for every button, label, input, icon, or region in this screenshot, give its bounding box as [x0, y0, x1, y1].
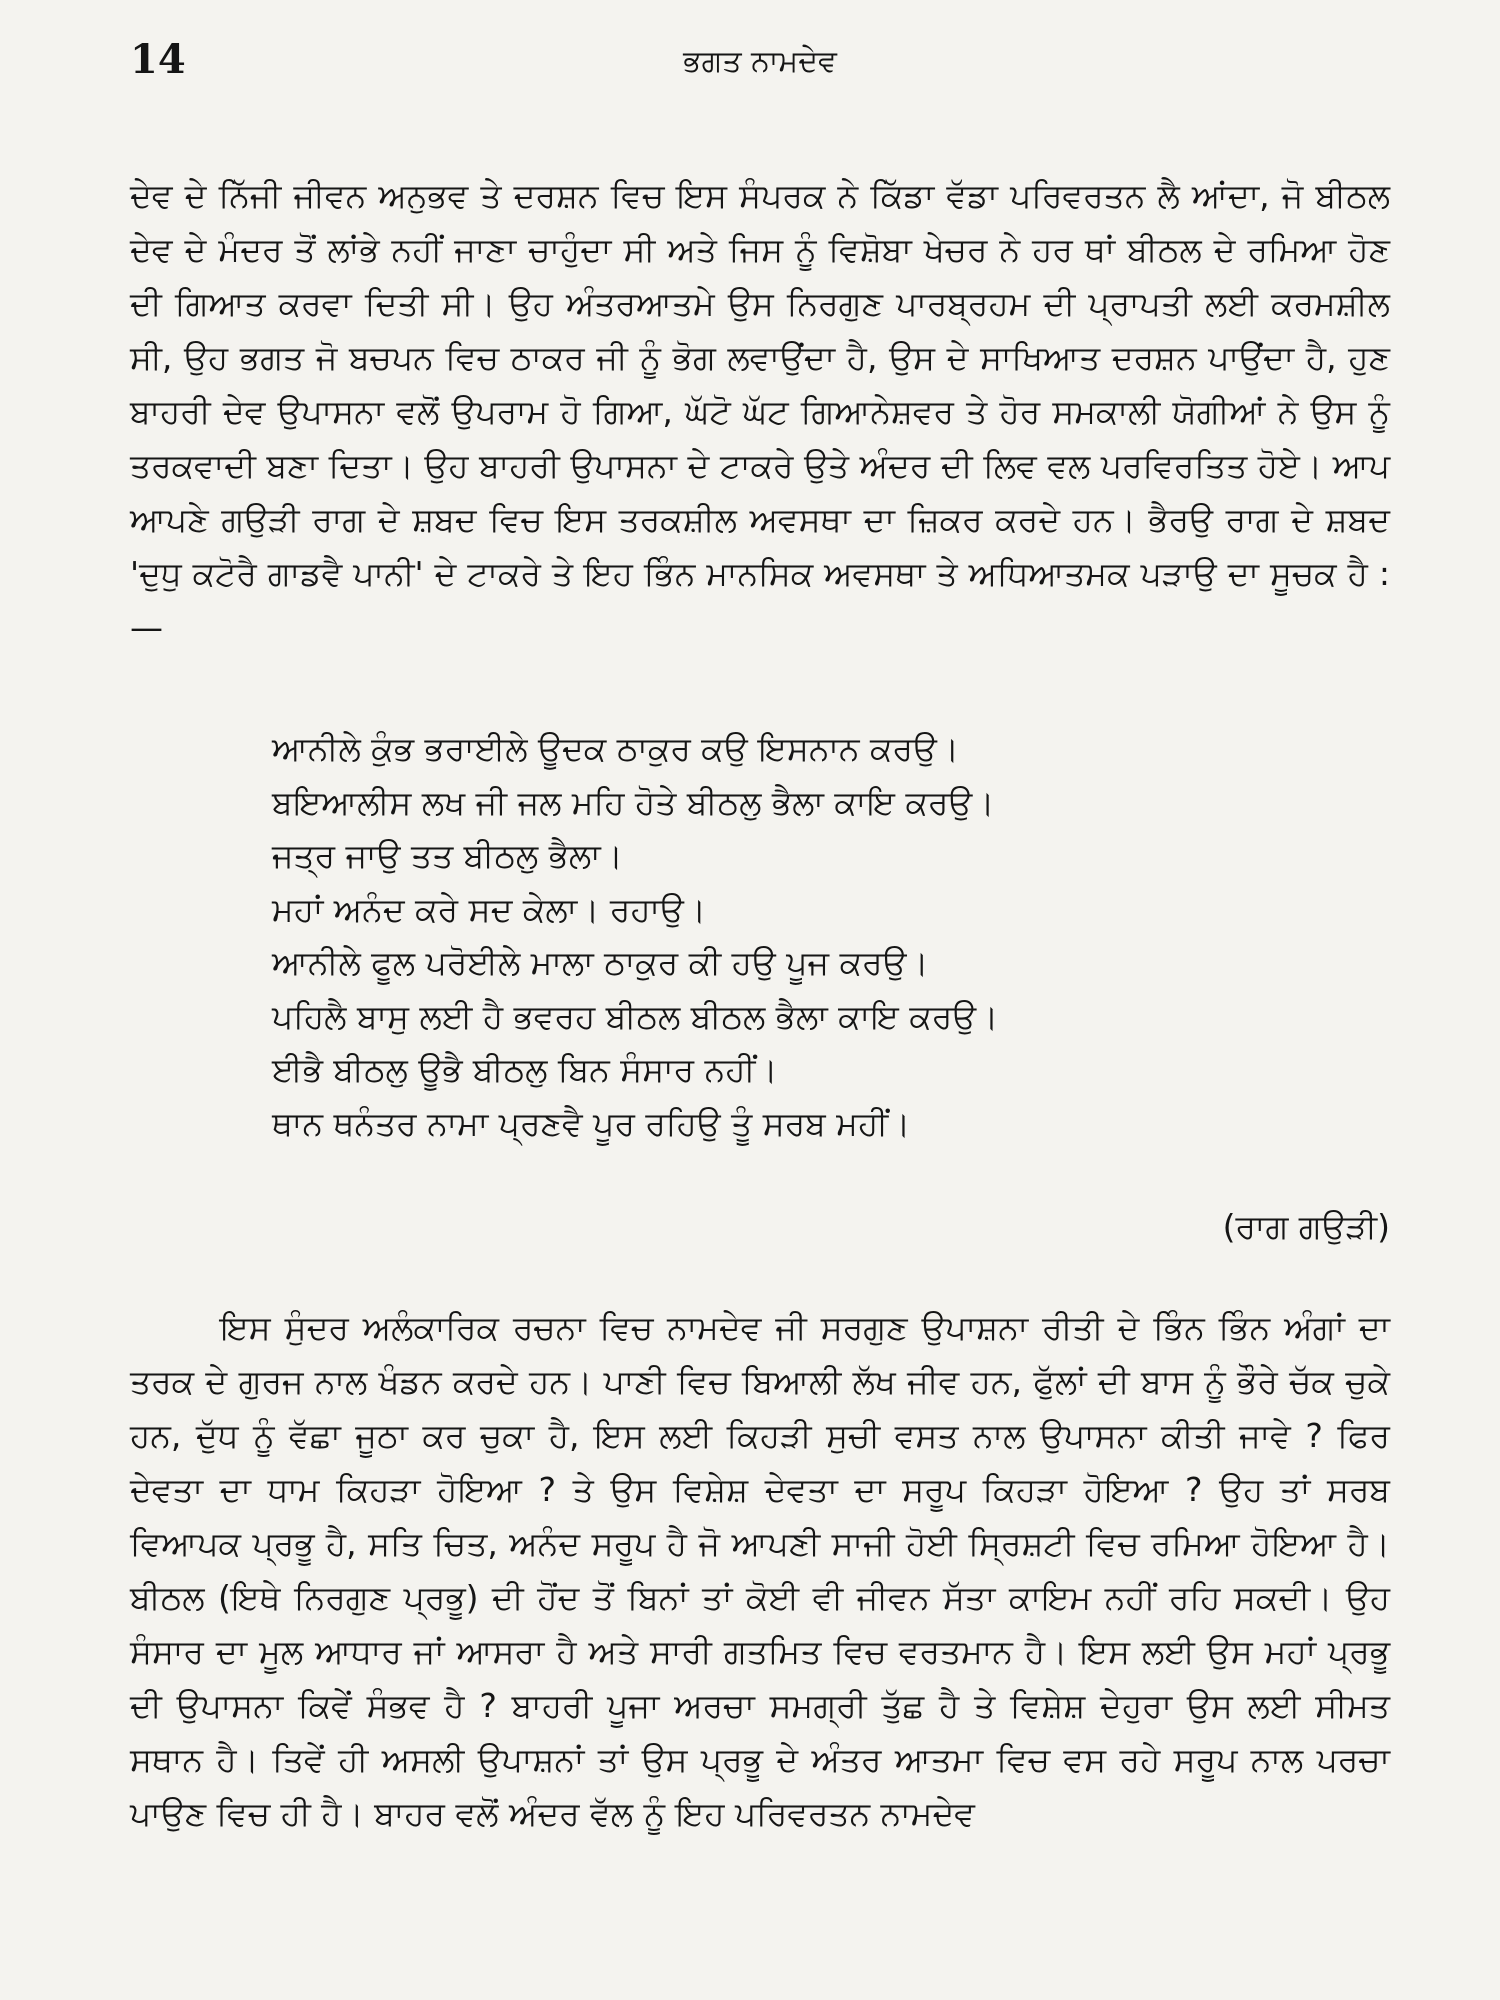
verse-line: ਬਇਆਲੀਸ ਲਖ ਜੀ ਜਲ ਮਹਿ ਹੋਤੇ ਬੀਠਲੁ ਭੈਲਾ ਕਾਇ ਕਰਉ।	[272, 782, 995, 822]
page-header	[130, 30, 1390, 90]
verse-line: ਥਾਨ ਥਨੰਤਰ ਨਾਮਾ ਪ੍ਰਣਵੈ ਪੂਰ ਰਹਿਉ ਤੂੰ ਸਰਬ ਮਹੀਂ।	[272, 1103, 911, 1143]
verse-line: ਮਹਾਂ ਅਨੰਦ ਕਰੇ ਸਦ ਕੇਲਾ। ਰਹਾਉ।	[272, 889, 707, 929]
body-paragraph-2: ਇਸ ਸੁੰਦਰ ਅਲੰਕਾਰਿਕ ਰਚਨਾ ਵਿਚ ਨਾਮਦੇਵ ਜੀ ਸਰਗੁਣ ਉਪਾਸ਼ਨਾ ਰੀਤੀ ਦੇ ਭਿੰਨ ਭਿੰਨ ਅੰਗਾਂ ਦਾ ਤਰਕ ਦੇ ਗੁਰਜ ਨਾਲ ਖੰਡਨ ਕਰਦੇ ਹਨ। ਪਾਣੀ ਵਿਚ ਬਿਆਲੀ ਲੱਖ ਜੀਵ ਹਨ, ਫੁੱਲਾਂ ਦੀ ਬਾਸ ਨੂੰ ਭੌਰੇ ਚੱਕ ਚੁਕੇ ਹਨ, ਦੁੱਧ ਨੂੰ ਵੱਛਾ ਜੂਠਾ ਕਰ ਚੁਕਾ ਹੈ, ਇਸ ਲਈ ਕਿਹੜੀ ਸੁਚੀ ਵਸਤ ਨਾਲ ਉਪਾਸਨਾ ਕੀਤੀ ਜਾਵੇ ? ਫਿਰ ਦੇਵਤਾ ਦਾ ਧਾਮ ਕਿਹੜਾ ਹੋਇਆ ? ਤੇ ਉਸ ਵਿਸ਼ੇਸ਼ ਦੇਵਤਾ ਦਾ ਸਰੂਪ ਕਿਹੜਾ ਹੋਇਆ ? ਉਹ ਤਾਂ ਸਰਬ ਵਿਆਪਕ ਪ੍ਰਭੂ ਹੈ, ਸਤਿ ਚਿਤ, ਅਨੰਦ ਸਰੂਪ ਹੈ ਜੋ ਆਪਣੀ ਸਾਜੀ ਹੋਈ ਸ੍ਰਿਸ਼ਟੀ ਵਿਚ ਰਮਿਆ ਹੋਇਆ ਹੈ। ਬੀਠਲ (ਇਥੇ ਨਿਰਗੁਣ ਪ੍ਰਭੂ) ਦੀ ਹੋਂਦ ਤੋਂ ਬਿਨਾਂ ਤਾਂ ਕੋਈ ਵੀ ਜੀਵਨ ਸੱਤਾ ਕਾਇਮ ਨਹੀਂ ਰਹਿ ਸਕਦੀ। ਉਹ ਸੰਸਾਰ ਦਾ ਮੂਲ ਆਧਾਰ ਜਾਂ ਆਸਰਾ ਹੈ ਅਤੇ ਸਾਰੀ ਗਤਮਿਤ ਵਿਚ ਵਰਤਮਾਨ ਹੈ। ਇਸ ਲਈ ਉਸ ਮਹਾਂ ਪ੍ਰਭੂ ਦੀ ਉਪਾਸਨਾ ਕਿਵੇਂ ਸੰਭਵ ਹੈ ? ਬਾਹਰੀ ਪੂਜਾ ਅਰਚਾ ਸਮਗ੍ਰੀ ਤੁੱਛ ਹੈ ਤੇ ਵਿਸ਼ੇਸ਼ ਦੇਹੁਰਾ ਉਸ ਲਈ ਸੀਮਤ ਸਥਾਨ ਹੈ। ਤਿਵੇਂ ਹੀ ਅਸਲੀ ਉਪਾਸ਼ਨਾਂ ਤਾਂ ਉਸ ਪ੍ਰਭੂ ਦੇ ਅੰਤਰ ਆਤਮਾ ਵਿਚ ਵਸ ਰਹੇ ਸਰੂਪ ਨਾਲ ਪਰਚਾ ਪਾਉਣ ਵਿਚ ਹੀ ਹੈ। ਬਾਹਰ ਵਲੋਂ ਅੰਦਰ ਵੱਲ ਨੂੰ ਇਹ ਪਰਿਵਰਤਨ ਨਾਮਦੇਵ	[130, 1308, 1390, 1833]
running-title: ਭਗਤ ਨਾਮਦੇਵ	[683, 44, 837, 79]
page-number: 14	[130, 36, 186, 83]
verse-block	[272, 722, 1372, 1150]
verse-source: (ਰਾਗ ਗਉੜੀ)	[1222, 1207, 1390, 1246]
verse-line: ਜਤ੍ਰ ਜਾਉ ਤਤ ਬੀਠਲੁ ਭੈਲਾ।	[272, 836, 623, 875]
body-paragraph-1: ਦੇਵ ਦੇ ਨਿੱਜੀ ਜੀਵਨ ਅਨੁਭਵ ਤੇ ਦਰਸ਼ਨ ਵਿਚ ਇਸ ਸੰਪਰਕ ਨੇ ਕਿੱਡਾ ਵੱਡਾ ਪਰਿਵਰਤਨ ਲੈ ਆਂਦਾ, ਜੋ ਬੀਠਲ ਦੇਵ ਦੇ ਮੰਦਰ ਤੋਂ ਲਾਂਭੇ ਨਹੀਂ ਜਾਣਾ ਚਾਹੁੰਦਾ ਸੀ ਅਤੇ ਜਿਸ ਨੂੰ ਵਿਸ਼ੋਬਾ ਖੇਚਰ ਨੇ ਹਰ ਥਾਂ ਬੀਠਲ ਦੇ ਰਮਿਆ ਹੋਣ ਦੀ ਗਿਆਤ ਕਰਵਾ ਦਿਤੀ ਸੀ। ਉਹ ਅੰਤਰਆਤਮੇ ਉਸ ਨਿਰਗੁਣ ਪਾਰਬ੍ਰਹਮ ਦੀ ਪ੍ਰਾਪਤੀ ਲਈ ਕਰਮਸ਼ੀਲ ਸੀ, ਉਹ ਭਗਤ ਜੋ ਬਚਪਨ ਵਿਚ ਠਾਕਰ ਜੀ ਨੂੰ ਭੋਗ ਲਵਾਉਂਦਾ ਹੈ, ਉਸ ਦੇ ਸਾਖਿਆਤ ਦਰਸ਼ਨ ਪਾਉਂਦਾ ਹੈ, ਹੁਣ ਬਾਹਰੀ ਦੇਵ ਉਪਾਸਨਾ ਵਲੋਂ ਉਪਰਾਮ ਹੋ ਗਿਆ, ਘੱਟੋ ਘੱਟ ਗਿਆਨੇਸ਼ਵਰ ਤੇ ਹੋਰ ਸਮਕਾਲੀ ਯੋਗੀਆਂ ਨੇ ਉਸ ਨੂੰ ਤਰਕਵਾਦੀ ਬਣਾ ਦਿਤਾ। ਉਹ ਬਾਹਰੀ ਉਪਾਸਨਾ ਦੇ ਟਾਕਰੇ ਉਤੇ ਅੰਦਰ ਦੀ ਲਿਵ ਵਲ ਪਰਵਿਰਤਿਤ ਹੋਏ। ਆਪ ਆਪਣੇ ਗਉੜੀ ਰਾਗ ਦੇ ਸ਼ਬਦ ਵਿਚ ਇਸ ਤਰਕਸ਼ੀਲ ਅਵਸਥਾ ਦਾ ਜ਼ਿਕਰ ਕਰਦੇ ਹਨ। ਭੈਰਉ ਰਾਗ ਦੇ ਸ਼ਬਦ 'ਦੁਧੁ ਕਟੋਰੈ ਗਾਡਵੈ ਪਾਨੀ' ਦੇ ਟਾਕਰੇ ਤੇ ਇਹ ਭਿੰਨ ਮਾਨਸਿਕ ਅਵਸਥਾ ਤੇ ਅਧਿਆਤਮਕ ਪੜਾਉ ਦਾ ਸੂਚਕ ਹੈ :—	[130, 176, 1390, 647]
verse-line: ਆਨੀਲੇ ਫੂਲ ਪਰੋਈਲੇ ਮਾਲਾ ਠਾਕੁਰ ਕੀ ਹਉ ਪੂਜ ਕਰਉ।	[272, 943, 929, 982]
verse-line: ਈਭੈ ਬੀਠਲੁ ਊਭੈ ਬੀਠਲੁ ਬਿਨ ਸੰਸਾਰ ਨਹੀਂ।	[272, 1050, 778, 1089]
verse-line: ਆਨੀਲੇ ਕੁੰਭ ਭਰਾਈਲੇ ਊਦਕ ਠਾਕੁਰ ਕਉ ਇਸਨਾਨ ਕਰਉ।	[272, 729, 960, 768]
verse-line: ਪਹਿਲੈ ਬਾਸੁ ਲਈ ਹੈ ਭਵਰਹ ਬੀਠਲ ਬੀਠਲ ਭੈਲਾ ਕਾਇ ਕਰਉ।	[272, 996, 999, 1036]
